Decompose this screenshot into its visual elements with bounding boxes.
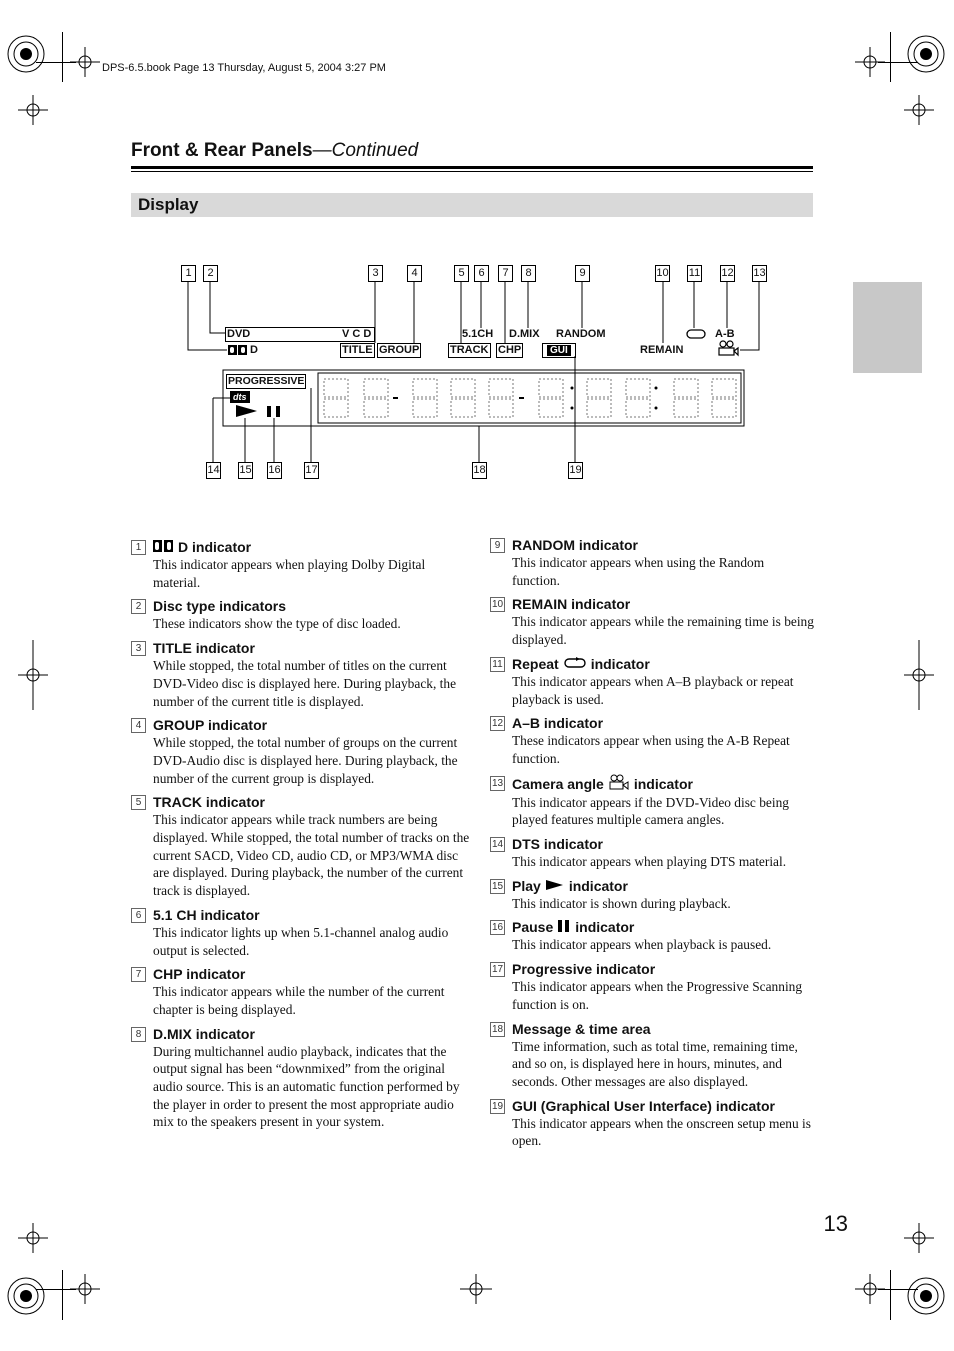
remain-label: REMAIN (640, 344, 684, 356)
entry-heading (512, 714, 814, 732)
group-label: GROUP (379, 344, 420, 356)
entry-body: Time information, such as total time, remaining time, and so on, is displayed here in hours, minutes, and seconds. Other messages are also displayed. (512, 1038, 798, 1089)
entry-title-suffix: indicator (590, 655, 650, 672)
entry-number: 5 (131, 795, 146, 810)
entry-title: Progressive indicator (512, 961, 656, 978)
entry-heading (512, 1020, 814, 1038)
callout-17: 17 (304, 462, 319, 479)
description-entry (491, 960, 814, 1013)
entry-title: DTS indicator (512, 836, 604, 853)
callout-14: 14 (206, 462, 221, 479)
entry-title-suffix: indicator (568, 877, 628, 894)
dolby-digital-icon (153, 538, 173, 556)
entry-heading (512, 774, 814, 794)
repeat-icon (564, 655, 586, 673)
ab-label: A-B (715, 328, 735, 340)
description-entry (491, 714, 814, 767)
entry-title: D.MIX indicator (153, 1025, 255, 1042)
entry-heading (512, 1097, 814, 1115)
entry-number: 6 (131, 908, 146, 923)
dolby-d-label: D (250, 344, 258, 356)
entry-body: While stopped, the total number of titles on the current DVD-Video disc is displayed here. During playback, the number of the current title is displayed. (153, 658, 457, 709)
callout-18: 18 (472, 462, 487, 479)
callout-3: 3 (368, 265, 383, 282)
entry-body: This indicator appears while the number of the current chapter is being displayed. (153, 984, 445, 1017)
entry-number: 4 (131, 718, 146, 733)
description-entry (492, 655, 814, 708)
entry-heading (512, 835, 814, 853)
ch51-label: 5.1CH (462, 328, 494, 340)
entry-number: 15 (491, 880, 504, 892)
callout-15: 15 (238, 462, 253, 479)
section-title: Front & Rear Panels (131, 140, 313, 161)
entry-title: TRACK indicator (153, 794, 265, 811)
callout-11: 11 (687, 265, 702, 282)
entry-number: 2 (131, 599, 146, 614)
section-continued: —Continued (312, 140, 419, 161)
dmix-label: D.MIX (509, 328, 540, 340)
entry-heading (512, 536, 814, 554)
entry-body: This indicator appears when the onscreen setup menu is open. (512, 1115, 811, 1149)
disc-type-indicators (225, 327, 375, 342)
chp-label: CHP (498, 344, 522, 356)
entry-title: RANDOM indicator (512, 537, 638, 553)
entry-heading (512, 655, 814, 673)
description-entry (491, 1097, 814, 1150)
callout-1: 1 (181, 265, 196, 282)
entry-body: This indicator appears when using the Random function. (512, 555, 765, 588)
left-column (135, 538, 473, 1137)
description-entry (135, 538, 473, 591)
pause-icon (558, 918, 570, 936)
entry-title: D indicator (178, 539, 252, 555)
entry-title: Play (512, 877, 541, 894)
entry-number: 11 (490, 657, 505, 672)
callout-8: 8 (521, 265, 536, 282)
entry-number: 19 (491, 1100, 504, 1112)
entry-body: This indicator lights up when 5.1-channel analog audio output is selected. (153, 924, 449, 958)
callout-5: 5 (454, 265, 469, 282)
entry-heading (512, 918, 814, 936)
entry-title: CHP indicator (153, 966, 246, 983)
dvd-label: DVD (227, 328, 251, 340)
entry-heading (153, 538, 473, 556)
entry-body: During multichannel audio playback, indicates that the output signal has been “downmixed” from the original audio source. This is an automatic function performed by the player in order to present the most appropriate audio mix to the speakers present in your system. (153, 1043, 460, 1130)
entry-title: GROUP indicator (153, 717, 268, 734)
entry-heading (153, 906, 473, 924)
entry-number: 13 (491, 777, 504, 789)
entry-number: 8 (131, 1027, 146, 1042)
description-entry (491, 1020, 814, 1091)
entry-heading (512, 595, 814, 613)
entry-heading (153, 965, 473, 983)
subsection-title: Display (138, 195, 199, 214)
entry-title: TITLE indicator (153, 640, 255, 657)
entry-number: 14 (491, 839, 504, 851)
entry-title: GUI (Graphical User Interface) indicator (512, 1097, 775, 1114)
dts-label: dts (230, 391, 250, 403)
callout-12: 12 (720, 265, 735, 282)
entry-title: 5.1 CH indicator (153, 906, 260, 923)
entry-body: These indicators appear when using the A-B Repeat function. (512, 733, 790, 766)
entry-body: These indicators show the type of disc loaded. (153, 616, 401, 632)
entry-heading (153, 1025, 473, 1043)
page-number: 13 (823, 1211, 848, 1236)
description-entry (494, 536, 814, 589)
entry-number: 12 (491, 718, 504, 730)
diagram-lines (0, 0, 954, 520)
entry-number: 16 (491, 922, 504, 934)
entry-number: 10 (491, 599, 504, 611)
right-column (491, 536, 814, 1156)
display-diagram (0, 0, 954, 520)
entry-title: Repeat (512, 655, 559, 672)
entry-heading (512, 877, 814, 895)
entry-number: 3 (131, 641, 146, 656)
entry-number: 9 (490, 538, 505, 553)
entry-body: This indicator appears while track numbers are being displayed. While stopped, the total number of tracks on the current SACD, Video CD, audio CD, or MP3/WMA disc are displayed. During playback, the number of the current track is displayed. (153, 812, 470, 899)
callout-6: 6 (474, 265, 489, 282)
entry-title: Disc type indicators (153, 598, 287, 615)
entry-body: This indicator is shown during playback. (512, 895, 731, 911)
callout-13: 13 (752, 265, 767, 282)
entry-body: This indicator appears while the remaining time is being displayed. (512, 614, 814, 648)
entry-title: Camera angle (512, 775, 604, 792)
entry-body: This indicator appears when playing Dolby Digital material. (153, 557, 426, 590)
description-entry (135, 965, 473, 1018)
progressive-label: PROGRESSIVE (228, 375, 305, 387)
callout-7: 7 (498, 265, 513, 282)
track-label: TRACK (450, 344, 489, 356)
entry-heading (512, 960, 814, 978)
entry-heading (153, 597, 473, 615)
entry-body: This indicator appears when the Progressive Scanning function is on. (512, 979, 803, 1012)
callout-10: 10 (655, 265, 670, 282)
entry-heading (153, 716, 473, 734)
description-entry (135, 1025, 473, 1132)
entry-title: Pause (512, 919, 554, 936)
callout-4: 4 (407, 265, 422, 282)
description-entry (491, 595, 814, 648)
vcd-label: V C D (342, 328, 372, 340)
play-icon (546, 877, 564, 895)
description-entry (135, 639, 473, 710)
description-entry (491, 774, 814, 829)
entry-heading (153, 639, 473, 657)
callout-9: 9 (575, 265, 590, 282)
entry-body: While stopped, the total number of groups on the current DVD-Audio disc is displayed here. During playback, the number of the current group is displayed. (153, 735, 458, 786)
entry-heading (153, 793, 473, 811)
title-label: TITLE (342, 344, 373, 356)
entry-title-suffix: indicator (575, 919, 635, 936)
description-entry (135, 597, 473, 633)
callout-19: 19 (568, 462, 583, 479)
gui-label: GUI (547, 345, 571, 356)
entry-title: REMAIN indicator (512, 596, 631, 613)
entry-title-suffix: indicator (633, 775, 693, 792)
description-entry (135, 793, 473, 900)
entry-number: 7 (131, 967, 146, 982)
gui-indicator (542, 343, 576, 358)
entry-title: A–B indicator (512, 715, 604, 732)
description-entry (491, 877, 814, 913)
callout-2: 2 (203, 265, 218, 282)
entry-number: 1 (131, 540, 146, 555)
entry-body: This indicator appears when playing DTS material. (512, 854, 787, 870)
entry-number: 17 (491, 964, 504, 976)
entry-body: This indicator appears when playback is paused. (512, 937, 772, 953)
description-entry (491, 918, 814, 954)
camera-icon (609, 774, 629, 794)
entry-body: This indicator appears when A–B playback or repeat playback is used. (512, 673, 794, 707)
print-meta: DPS-6.5.book Page 13 Thursday, August 5, 2004 3:27 PM (102, 62, 386, 74)
description-entry (135, 906, 473, 959)
entry-title: Message & time area (512, 1020, 651, 1037)
random-label: RANDOM (556, 328, 606, 340)
description-entry (491, 835, 814, 871)
description-entry (135, 716, 473, 787)
callout-16: 16 (267, 462, 282, 479)
entry-number: 18 (491, 1023, 504, 1035)
entry-body: This indicator appears if the DVD-Video disc being played features multiple camera angles. (512, 794, 789, 828)
